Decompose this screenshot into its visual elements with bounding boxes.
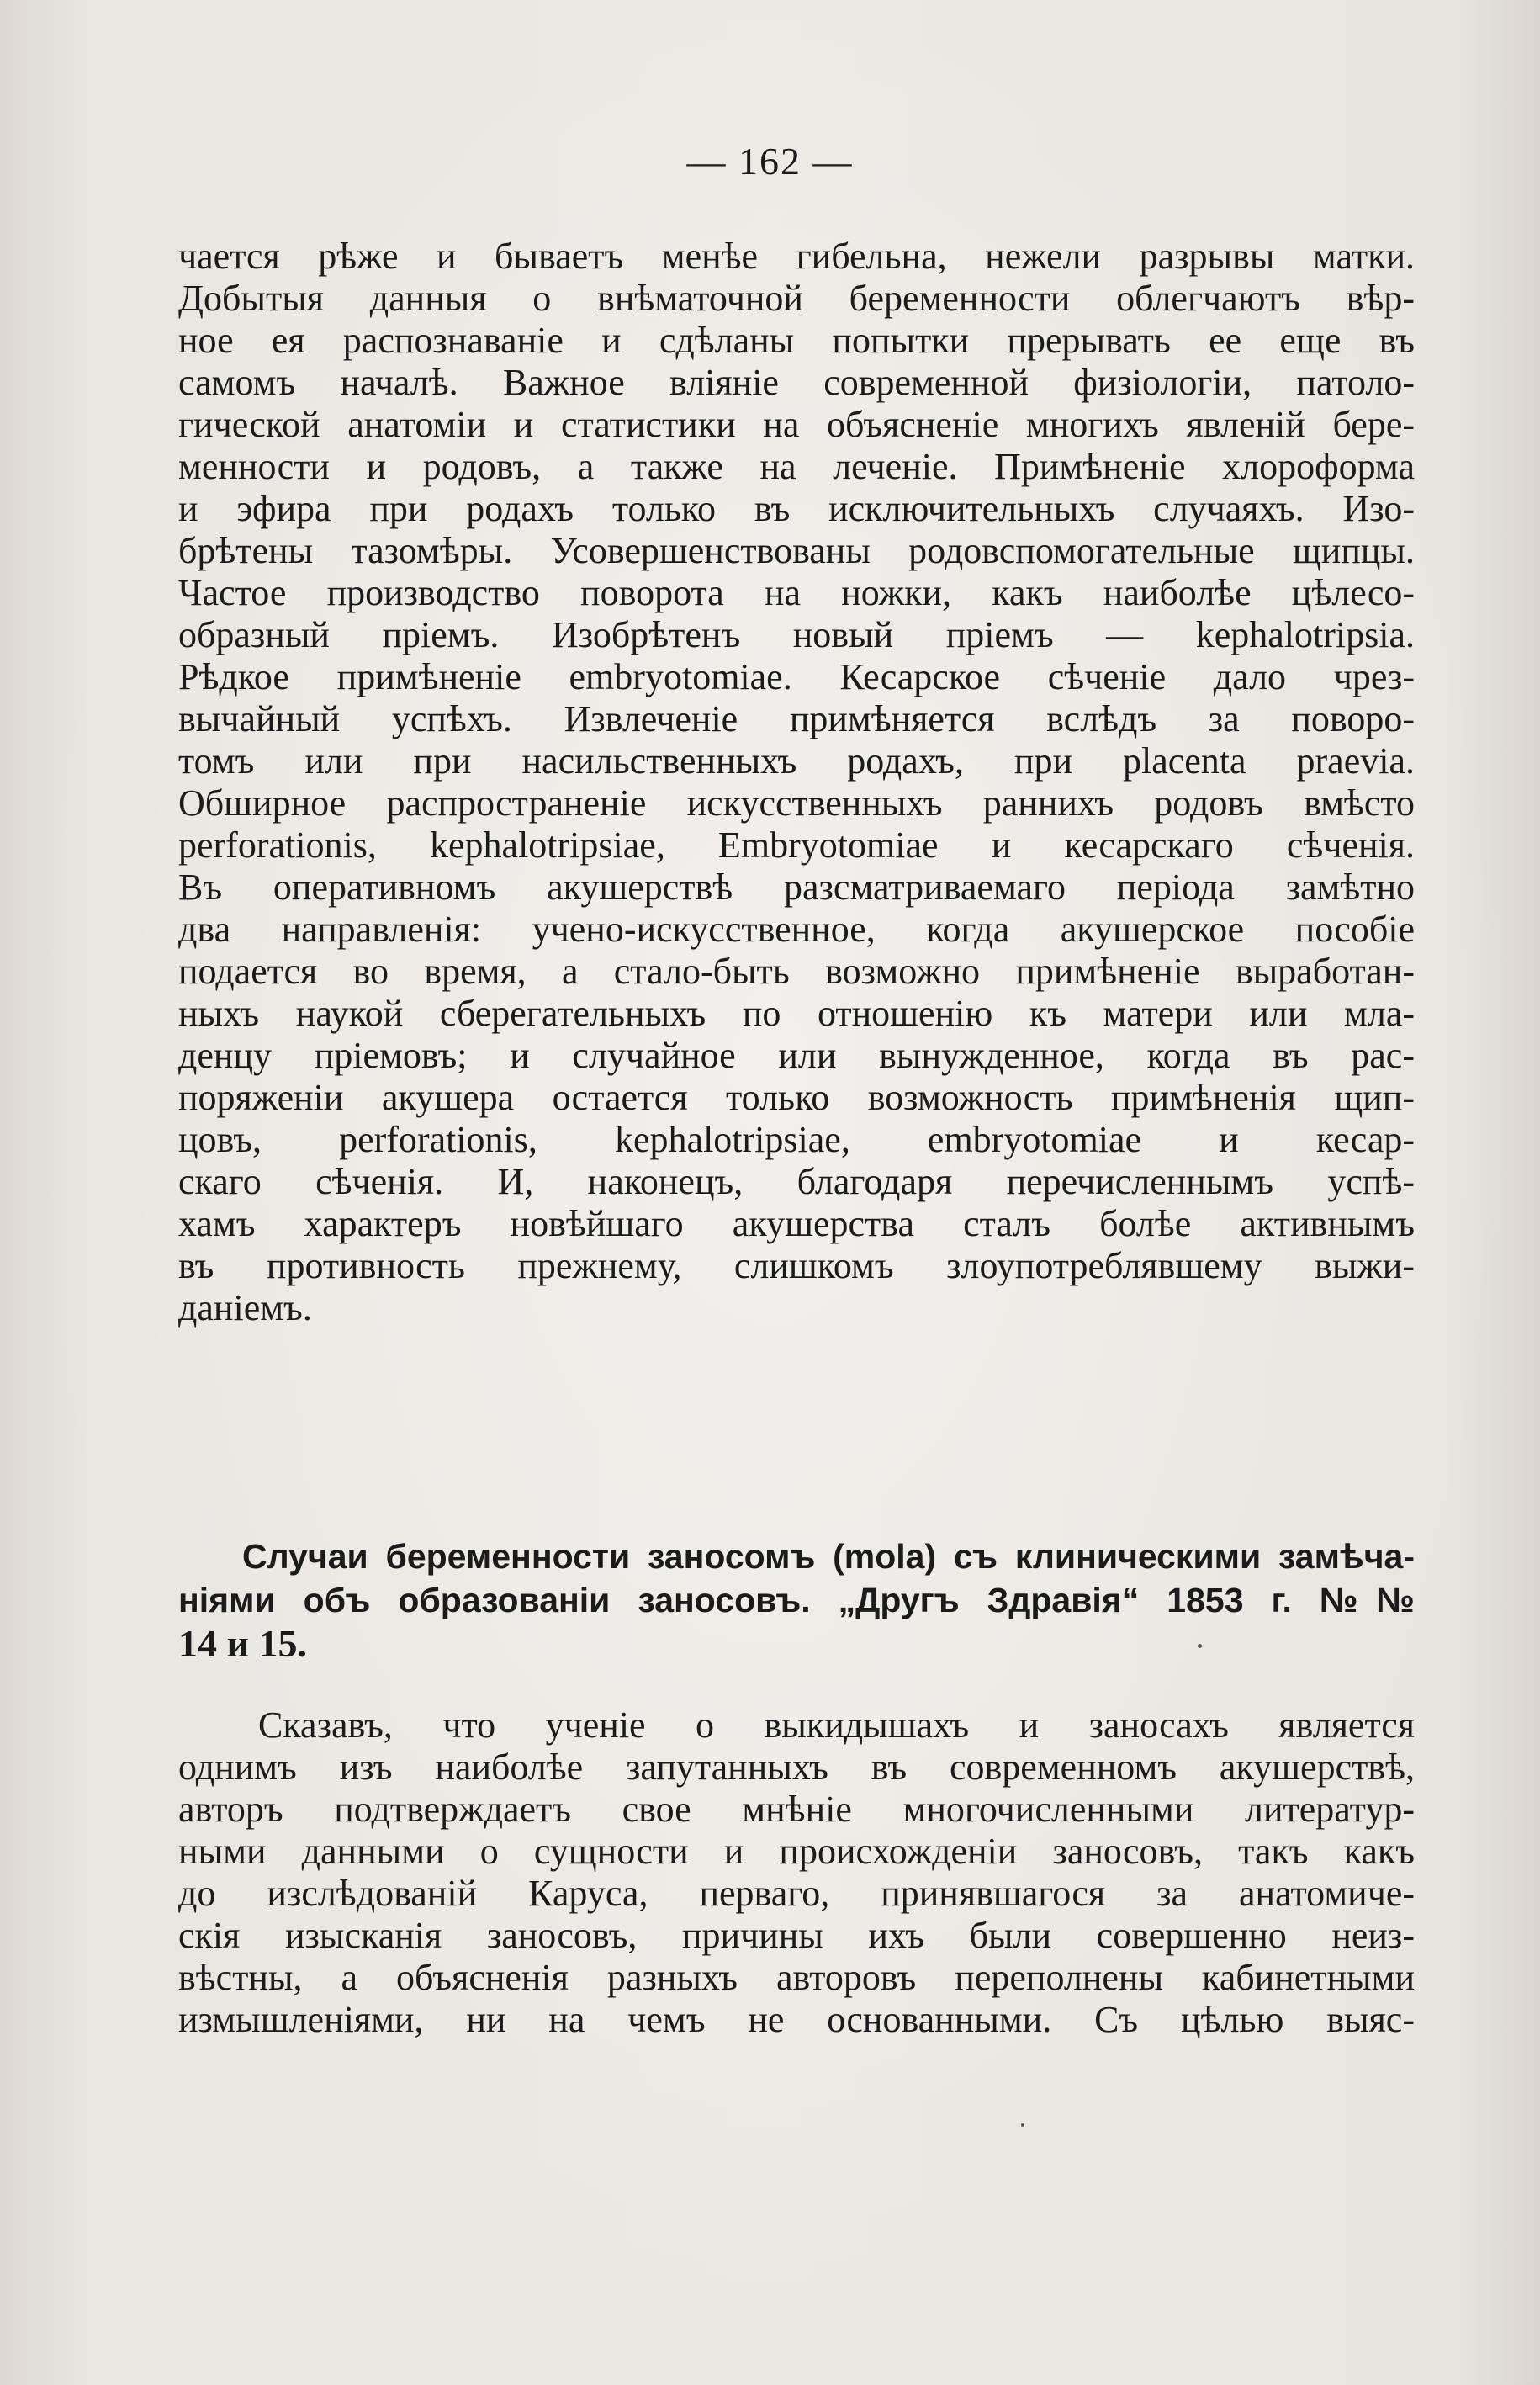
heading-line: 14 и 15. (178, 1622, 308, 1665)
text-line: Обширное распространеніе искусственныхъ раннихъ родовъ вмѣсто (178, 782, 1415, 824)
paragraph-second (178, 1704, 1415, 2041)
text-line: даніемъ. (178, 1287, 312, 1328)
text-line: вѣстны, а объясненія разныхъ авторовъ переполнены кабинетными (178, 1957, 1415, 1998)
paper-speck (1021, 2123, 1024, 2127)
text-line: Въ оперативномъ акушерствѣ разсматриваемаго періода замѣтно (178, 867, 1415, 908)
paragraph-main (178, 236, 1415, 1329)
paper-speck (1198, 1644, 1202, 1648)
text-line: ными данными о сущности и происхожденіи заносовъ, такъ какъ (178, 1831, 1415, 1872)
text-line: гической анатоміи и статистики на объясненіе многихъ явленій бере- (178, 404, 1415, 445)
text-line: денцу пріемовъ; и случайное или вынужденное, когда въ рас- (178, 1035, 1415, 1076)
text-line: Добытыя данныя о внѣматочной беременности облегчаютъ вѣр- (178, 278, 1415, 319)
text-line: Частое производство поворота на ножки, какъ наиболѣе цѣлесо- (178, 572, 1415, 613)
text-line: измышленіями, ни на чемъ не основанными. Съ цѣлью выяс- (178, 1999, 1415, 2040)
text-line: два направленія: учено-искусственное, когда акушерское пособіе (178, 909, 1415, 950)
text-line: чается рѣже и бываетъ менѣе гибельна, нежели разрывы матки. (178, 236, 1415, 277)
text-line: самомъ началѣ. Важное вліяніе современной физіологіи, патоло- (178, 362, 1415, 403)
text-line: томъ или при насильственныхъ родахъ, при placenta praevia. (178, 740, 1415, 782)
text-line: цовъ, perforationis, kephalotripsiae, embryotomiae и кесар- (178, 1119, 1415, 1160)
text-line: и эфира при родахъ только въ исключительныхъ случаяхъ. Изо- (178, 488, 1415, 529)
text-line: ныхъ наукой сберегательныхъ по отношенію къ матери или мла- (178, 993, 1415, 1034)
text-line: вычайный успѣхъ. Извлеченіе примѣняется вслѣдъ за поворо- (178, 698, 1415, 739)
heading-line: Случаи беременности заносомъ (mola) съ клиническими замѣча- (242, 1537, 1415, 1576)
text-line: подается во время, а стало-быть возможно примѣненіе выработан- (178, 951, 1415, 992)
text-line: хамъ характеръ новѣйшаго акушерства сталъ болѣе активнымъ (178, 1203, 1415, 1244)
text-line: ное ея распознаваніе и сдѣланы попытки прерывать ее еще въ (178, 320, 1415, 361)
text-line: Рѣдкое примѣненіе embryotomiae. Кесарское сѣченіе дало чрез- (178, 656, 1415, 697)
section-heading (178, 1534, 1415, 1666)
text-line: поряженіи акушера остается только возможность примѣненія щип- (178, 1077, 1415, 1118)
text-line: до изслѣдованій Каруса, перваго, принявшагося за анатомиче- (178, 1873, 1415, 1914)
text-line: въ противность прежнему, слишкомъ злоупотреблявшему выжи- (178, 1245, 1415, 1286)
page-number: — 162 — (686, 140, 854, 183)
text-line: образный пріемъ. Изобрѣтенъ новый пріемъ — kephalotripsia. (178, 614, 1415, 655)
text-line: скія изысканія заносовъ, причины ихъ были совершенно неиз- (178, 1915, 1415, 1956)
heading-line: ніями объ образованіи заносовъ. „Другъ Здравія“ 1853 г. №№ (178, 1581, 1415, 1619)
text-line: однимъ изъ наиболѣе запутанныхъ въ современномъ акушерствѣ, (178, 1746, 1415, 1788)
text-line: брѣтены тазомѣры. Усовершенствованы родовспомогательные щипцы. (178, 530, 1415, 571)
text-line: perforationis, kephalotripsiae, Embryotomiae и кесарскаго сѣченія. (178, 824, 1415, 866)
text-line: скаго сѣченія. И, наконецъ, благодаря перечисленнымъ успѣ- (178, 1161, 1415, 1202)
text-line: менности и родовъ, а также на леченіе. Примѣненіе хлороформа (178, 446, 1415, 487)
text-line: Сказавъ, что ученіе о выкидышахъ и заносахъ является (258, 1704, 1415, 1746)
text-line: авторъ подтверждаетъ свое мнѣніе многочисленными литератур- (178, 1789, 1415, 1830)
